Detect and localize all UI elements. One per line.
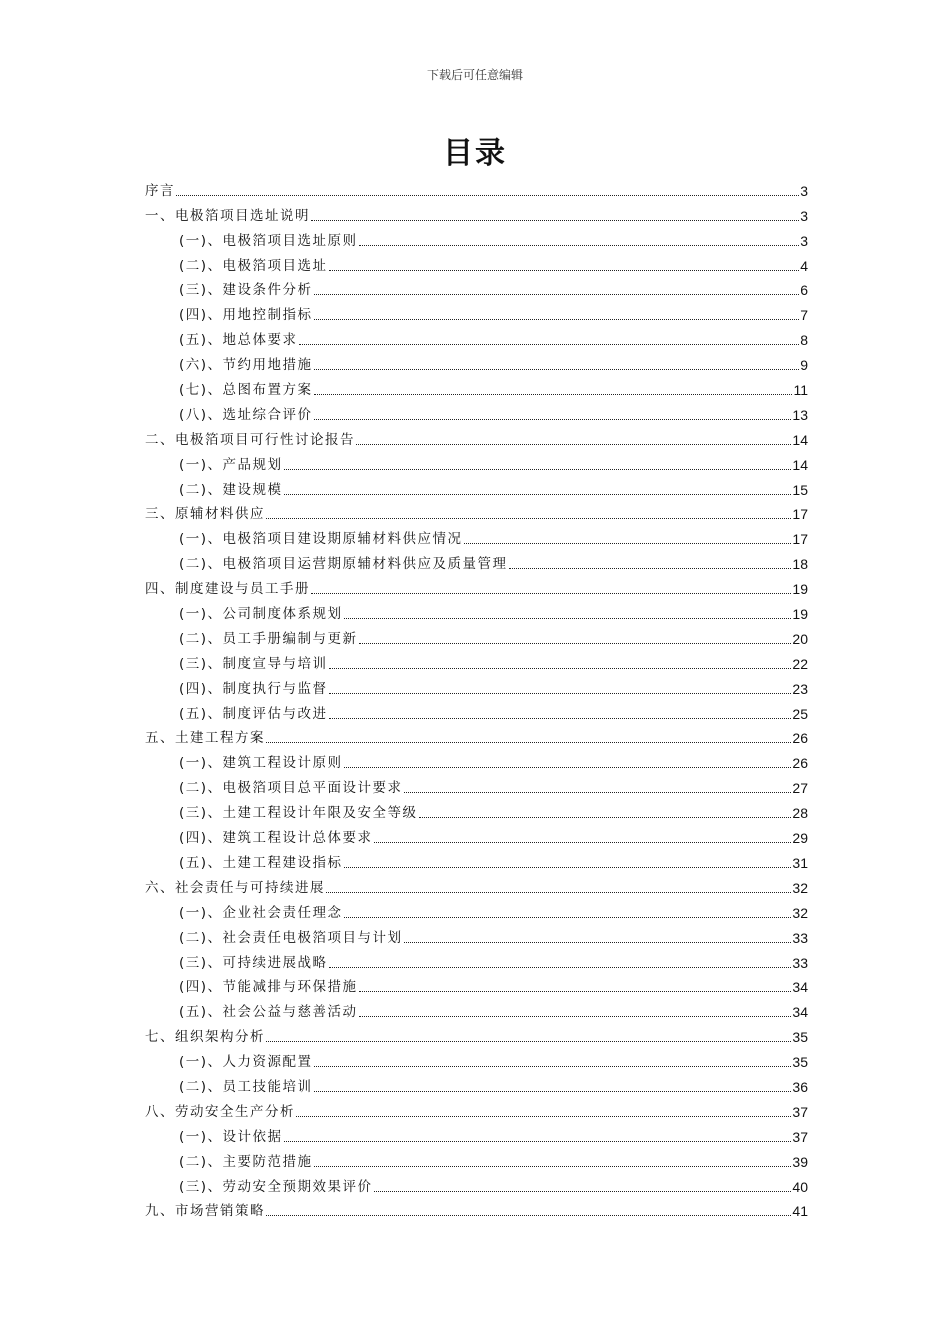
toc-entry-page-number: 9 <box>800 357 808 374</box>
toc-dot-leader <box>374 842 792 843</box>
toc-entry-title: (一)、企业社会责任理念 <box>179 904 343 921</box>
toc-entry-title: (一)、公司制度体系规划 <box>179 606 343 623</box>
toc-entry-page-number: 32 <box>792 904 808 921</box>
toc-entry[interactable] <box>145 300 808 325</box>
toc-dot-leader <box>266 742 791 743</box>
toc-entry[interactable] <box>145 1122 808 1147</box>
toc-dot-leader <box>374 1191 792 1192</box>
toc-entry-title: (一)、人力资源配置 <box>179 1054 313 1071</box>
toc-entry-page-number: 39 <box>792 1153 808 1170</box>
toc-entry[interactable] <box>145 923 808 948</box>
toc-entry-page-number: 11 <box>793 382 808 399</box>
toc-entry-title: (三)、制度宣导与培训 <box>179 655 328 672</box>
toc-entry[interactable] <box>145 549 808 574</box>
toc-entry-page-number: 22 <box>792 655 808 672</box>
toc-entry[interactable] <box>145 450 808 475</box>
toc-entry[interactable] <box>145 325 808 350</box>
toc-entry-title: (一)、电极箔项目建设期原辅材料供应情况 <box>179 531 463 548</box>
toc-entry[interactable] <box>145 748 808 773</box>
toc-dot-leader <box>419 817 792 818</box>
toc-entry[interactable] <box>145 276 808 301</box>
toc-entry-page-number: 35 <box>792 1054 808 1071</box>
toc-dot-leader <box>314 294 800 295</box>
toc-entry-title: (二)、建设规模 <box>179 481 283 498</box>
toc-entry[interactable] <box>145 798 808 823</box>
toc-dot-leader <box>284 1141 792 1142</box>
toc-entry-page-number: 3 <box>800 207 808 224</box>
toc-entry-title: (四)、建筑工程设计总体要求 <box>179 830 373 847</box>
toc-dot-leader <box>314 319 800 320</box>
toc-entry-title: (五)、社会公益与慈善活动 <box>179 1004 358 1021</box>
toc-entry-page-number: 14 <box>792 456 808 473</box>
toc-dot-leader <box>344 767 792 768</box>
toc-entry-page-number: 19 <box>792 581 808 598</box>
toc-entry[interactable] <box>145 574 808 599</box>
toc-entry[interactable] <box>145 226 808 251</box>
toc-entry[interactable] <box>145 475 808 500</box>
toc-entry-title: 一、电极箔项目选址说明 <box>145 207 310 224</box>
toc-entry-page-number: 36 <box>792 1078 808 1095</box>
toc-entry-page-number: 33 <box>792 929 808 946</box>
toc-entry-page-number: 23 <box>792 680 808 697</box>
toc-entry[interactable] <box>145 823 808 848</box>
toc-dot-leader <box>314 1066 792 1067</box>
toc-entry-page-number: 13 <box>792 406 808 423</box>
toc-dot-leader <box>314 1166 792 1167</box>
toc-entry-title: (三)、可持续进展战略 <box>179 954 328 971</box>
toc-entry[interactable] <box>145 649 808 674</box>
toc-entry-title: 八、劳动安全生产分析 <box>145 1103 295 1120</box>
toc-entry[interactable] <box>145 624 808 649</box>
toc-dot-leader <box>329 967 792 968</box>
toc-entry-title: (七)、总图布置方案 <box>179 382 313 399</box>
toc-entry-title: 二、电极箔项目可行性讨论报告 <box>145 431 355 448</box>
toc-entry-title: (五)、土建工程建设指标 <box>179 854 343 871</box>
toc-entry-title: (三)、土建工程设计年限及安全等级 <box>179 805 418 822</box>
toc-entry[interactable] <box>145 948 808 973</box>
toc-entry[interactable] <box>145 1172 808 1197</box>
toc-dot-leader <box>404 792 792 793</box>
toc-dot-leader <box>326 892 791 893</box>
toc-dot-leader <box>284 494 792 495</box>
toc-dot-leader <box>356 444 791 445</box>
toc-entry[interactable] <box>145 425 808 450</box>
toc-dot-leader <box>314 369 800 370</box>
page-title: 目录 <box>443 136 507 171</box>
toc-entry-title: (六)、节约用地措施 <box>179 357 313 374</box>
toc-entry[interactable] <box>145 1047 808 1072</box>
toc-entry-page-number: 27 <box>792 780 808 797</box>
toc-dot-leader <box>284 469 792 470</box>
toc-entry-page-number: 7 <box>800 307 808 324</box>
toc-entry-title: (五)、制度评估与改进 <box>179 705 328 722</box>
toc-dot-leader <box>359 245 800 246</box>
toc-entry-title: 五、土建工程方案 <box>145 730 265 747</box>
toc-dot-leader <box>266 518 791 519</box>
toc-entry-title: 序言 <box>145 182 175 199</box>
toc-entry-title: (五)、地总体要求 <box>179 332 298 349</box>
toc-dot-leader <box>344 618 792 619</box>
toc-entry[interactable] <box>145 176 808 201</box>
toc-entry-title: (一)、建筑工程设计原则 <box>179 755 343 772</box>
toc-dot-leader <box>299 344 800 345</box>
toc-entry-page-number: 35 <box>792 1029 808 1046</box>
toc-entry[interactable] <box>145 898 808 923</box>
toc-dot-leader <box>359 643 792 644</box>
toc-entry[interactable] <box>145 873 808 898</box>
toc-entry[interactable] <box>145 251 808 276</box>
toc-entry-title: (三)、建设条件分析 <box>179 282 313 299</box>
toc-entry-page-number: 17 <box>792 531 808 548</box>
toc-entry-page-number: 26 <box>792 730 808 747</box>
toc-entry-page-number: 3 <box>800 232 808 249</box>
toc-entry[interactable] <box>145 848 808 873</box>
toc-dot-leader <box>266 1215 791 1216</box>
toc-entry-page-number: 4 <box>800 257 808 274</box>
toc-entry-page-number: 3 <box>800 182 808 199</box>
toc-dot-leader <box>329 270 800 271</box>
header-note: 下载后可任意编辑 <box>426 68 523 82</box>
toc-dot-leader <box>314 419 792 420</box>
toc-entry-page-number: 18 <box>792 556 808 573</box>
toc-dot-leader <box>344 867 792 868</box>
toc-entry-page-number: 37 <box>792 1103 808 1120</box>
toc-entry[interactable] <box>145 773 808 798</box>
toc-entry-title: (一)、设计依据 <box>179 1128 283 1145</box>
toc-dot-leader <box>329 718 792 719</box>
toc-entry-title: (四)、节能减排与环保措施 <box>179 979 358 996</box>
toc-entry-page-number: 40 <box>792 1178 808 1195</box>
toc-entry-page-number: 28 <box>792 805 808 822</box>
toc-entry-title: (八)、选址综合评价 <box>179 406 313 423</box>
toc-entry-title: (二)、主要防范措施 <box>179 1153 313 1170</box>
toc-entry-title: 四、制度建设与员工手册 <box>145 581 310 598</box>
toc-entry-title: 六、社会责任与可持续进展 <box>145 879 325 896</box>
toc-dot-leader <box>509 568 792 569</box>
toc-entry-page-number: 29 <box>792 830 808 847</box>
toc-entry[interactable] <box>145 500 808 525</box>
toc-entry[interactable] <box>145 997 808 1022</box>
toc-entry-page-number: 33 <box>792 954 808 971</box>
toc-entry-title: 三、原辅材料供应 <box>145 506 265 523</box>
toc-dot-leader <box>359 991 792 992</box>
table-of-contents <box>145 176 808 1221</box>
toc-dot-leader <box>344 917 792 918</box>
toc-dot-leader <box>311 593 791 594</box>
toc-entry-page-number: 25 <box>792 705 808 722</box>
toc-entry-title: (三)、劳动安全预期效果评价 <box>179 1178 373 1195</box>
toc-entry[interactable] <box>145 599 808 624</box>
toc-entry-title: (二)、员工手册编制与更新 <box>179 630 358 647</box>
toc-entry[interactable] <box>145 1022 808 1047</box>
toc-entry[interactable] <box>145 674 808 699</box>
toc-entry-page-number: 6 <box>800 282 808 299</box>
toc-entry[interactable] <box>145 201 808 226</box>
toc-entry-title: (二)、电极箔项目总平面设计要求 <box>179 780 403 797</box>
toc-entry-page-number: 8 <box>800 332 808 349</box>
toc-entry-page-number: 31 <box>792 854 808 871</box>
toc-entry-page-number: 34 <box>792 979 808 996</box>
toc-entry[interactable] <box>145 524 808 549</box>
toc-dot-leader <box>404 942 792 943</box>
toc-entry[interactable] <box>145 350 808 375</box>
toc-entry-page-number: 19 <box>792 606 808 623</box>
toc-entry[interactable] <box>145 400 808 425</box>
toc-entry[interactable] <box>145 1147 808 1172</box>
toc-entry[interactable] <box>145 1197 808 1222</box>
toc-dot-leader <box>176 195 799 196</box>
toc-entry-title: (四)、制度执行与监督 <box>179 680 328 697</box>
toc-dot-leader <box>266 1041 791 1042</box>
toc-entry[interactable] <box>145 699 808 724</box>
toc-entry-title: (二)、电极箔项目选址 <box>179 257 328 274</box>
toc-dot-leader <box>359 1016 792 1017</box>
toc-entry-title: (二)、社会责任电极箔项目与计划 <box>179 929 403 946</box>
toc-entry[interactable] <box>145 724 808 749</box>
toc-entry-page-number: 17 <box>792 506 808 523</box>
toc-entry-page-number: 41 <box>792 1203 808 1220</box>
toc-entry-title: (一)、产品规划 <box>179 456 283 473</box>
toc-dot-leader <box>296 1116 791 1117</box>
toc-dot-leader <box>329 668 792 669</box>
toc-entry-page-number: 32 <box>792 879 808 896</box>
toc-entry-page-number: 20 <box>792 630 808 647</box>
toc-entry-title: 七、组织架构分析 <box>145 1029 265 1046</box>
toc-entry-title: (二)、电极箔项目运营期原辅材料供应及质量管理 <box>179 556 508 573</box>
toc-entry[interactable] <box>145 1097 808 1122</box>
toc-entry-title: (一)、电极箔项目选址原则 <box>179 232 358 249</box>
toc-entry-page-number: 15 <box>792 481 808 498</box>
toc-dot-leader <box>314 1091 792 1092</box>
toc-entry[interactable] <box>145 375 808 400</box>
toc-dot-leader <box>464 543 792 544</box>
toc-entry[interactable] <box>145 1072 808 1097</box>
toc-entry-title: (二)、员工技能培训 <box>179 1078 313 1095</box>
toc-entry-page-number: 26 <box>792 755 808 772</box>
toc-dot-leader <box>311 220 799 221</box>
toc-entry[interactable] <box>145 973 808 998</box>
toc-entry-page-number: 34 <box>792 1004 808 1021</box>
toc-dot-leader <box>314 394 793 395</box>
toc-dot-leader <box>329 693 792 694</box>
toc-entry-page-number: 14 <box>792 431 808 448</box>
toc-entry-title: 九、市场营销策略 <box>145 1203 265 1220</box>
toc-entry-title: (四)、用地控制指标 <box>179 307 313 324</box>
toc-entry-page-number: 37 <box>792 1128 808 1145</box>
